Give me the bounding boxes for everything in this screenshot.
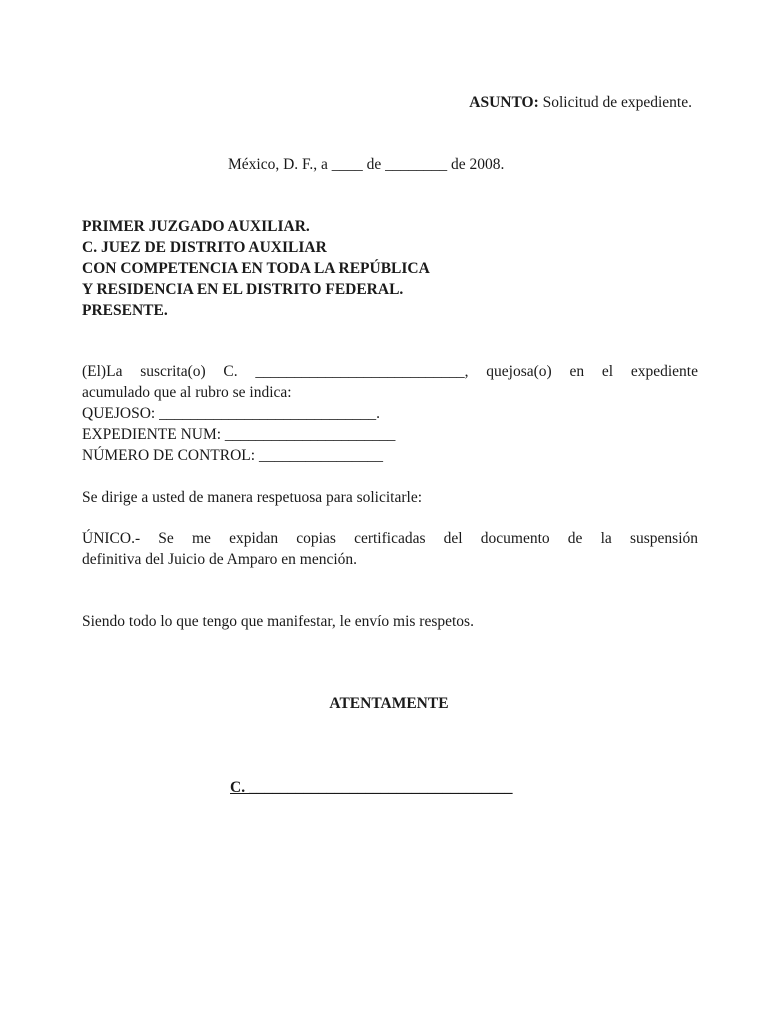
intro-line: acumulado que al rubro se indica: [82,384,292,401]
addressee-line: C. JUEZ DE DISTRITO AUXILIAR [82,239,327,256]
closing-line: Siendo todo lo que tengo que manifestar, le envío mis respetos. [82,613,474,630]
expediente-line: EXPEDIENTE NUM: ______________________ [82,426,396,443]
signoff-heading: ATENTAMENTE [329,695,449,712]
addressee-line: Y RESIDENCIA EN EL DISTRITO FEDERAL. [82,281,404,298]
date-line: México, D. F., a ____ de ________ de 2008. [228,156,505,173]
quejoso-line: QUEJOSO: ____________________________. [82,405,380,422]
addressee-block [82,216,430,321]
control-number-line: NÚMERO DE CONTROL: ________________ [82,447,383,464]
subject-label: ASUNTO: [469,94,539,111]
unique-line: definitiva del Juicio de Amparo en mención. [82,551,358,568]
intro-line: (El)La suscrita(o) C. ___________________________, quejosa(o) en el expediente [82,363,698,380]
unique-line: ÚNICO.- Se me expidan copias certificadas del documento de la suspensión [82,530,698,547]
intro-paragraph [82,361,698,466]
addressee-line: CON COMPETENCIA EN TODA LA REPÚBLICA [82,260,430,277]
addressee-line: PRESENTE. [82,302,168,319]
addressee-line: PRIMER JUZGADO AUXILIAR. [82,218,310,235]
subject-line [469,92,692,113]
subject-text: Solicitud de expediente. [538,94,692,111]
request-intro: Se dirige a usted de manera respetuosa para solicitarle: [82,489,423,506]
signature-line: C. __________________________________ [230,779,513,796]
unique-request-paragraph [82,528,698,570]
